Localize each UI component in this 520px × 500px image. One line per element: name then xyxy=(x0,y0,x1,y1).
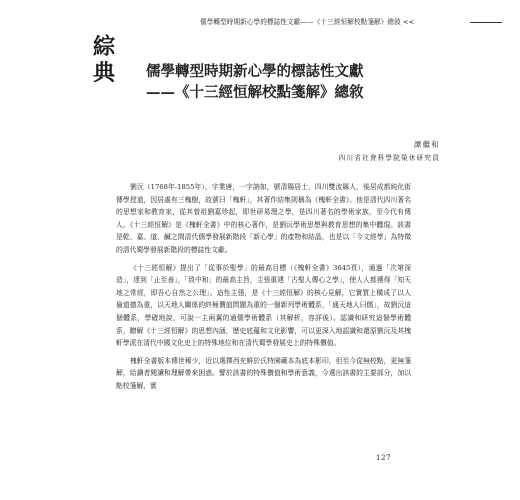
running-head-rule xyxy=(470,22,502,23)
article-body xyxy=(116,181,411,398)
seal-char-2: 典 xyxy=(93,60,116,86)
body-paragraph-3: 槐軒全書版本傳世稀少，近以選擇西充鮮於氏特園藏本為底本影印，但至今從無校點，更無箋解，給讀者閱讀和理解帶來困惑。譬於該書的特殊價值和學術意義，今選出該書的主要部分，加以點校箋解，實 xyxy=(116,356,411,390)
running-head xyxy=(200,17,500,31)
seal-char-1: 綜 xyxy=(93,34,116,60)
running-head-text: 儒學轉型時期新心學的標誌性文獻——《十三經恒解校點箋解》總敘 << xyxy=(200,18,415,26)
article-title: 儒學轉型時期新心學的標誌性文獻 xyxy=(146,63,364,80)
author-name: 譚繼和 xyxy=(413,140,440,149)
author-affiliation: 四川省社會科學院榮休研究員 xyxy=(338,154,440,162)
article-title-block xyxy=(146,62,446,103)
body-paragraph-2: 《十三經恒解》提出了「從事於聖學」的最高目標（《槐軒全書》3645頁），通過「次第深造」，達到「止至善」，「致中和」的最高主旨，主張重建「古聖人傳心之學」，使人人都獲得「知天地之常經，即吾心自然之公理」。這性主張，是《十三經恒解》的核心見解，它實質上構成了以人倫道德為重，以天地人關係的終極價值問題為重的一個新列學術體系，「通天地人曰儒」，故劉沅這個體系，學確地說，可說一主兩翼的通儒學術體系（其解析，容詳後）。認識和研究這個學術體系，瞭解《十三經恒解》的思想內涵，歷史底蘊和文化影響，可以更深入地認識和還原劉沅及其槐軒學派在清代中國文化史上的特殊地位和在清代蜀學發展史上的特殊價值。 xyxy=(116,263,411,348)
page-number: 127 xyxy=(376,454,392,462)
body-paragraph-1: 劉沅（1768年-1855年），字業唐，一字訥如，號清陽居士，四川雙流縣人，後居成都純化街傳學授道，因居處有三槐樹，故號曰「槐軒」，其著作結集則稱為《槐軒全書》。他是清代四川著名的思想家和教育家，從其曾祖劉嘉珍起，即世研易理之學，是四川著名的學術家族，至今代有傳人。《十三經恒解》是《槐軒全書》中的核心著作，是劉沅學術思想與教育思想的集中體現。該書是乾、嘉、道、鹹之間清代儒學發展新階段「新心學」的產物和結晶，也是以「今文經學」為特徵的清代蜀學發展新階段的標誌性文獻。 xyxy=(116,183,411,254)
article-subtitle: ——《十三經恒解校點箋解》總敘 xyxy=(146,84,364,101)
section-seal-mark xyxy=(93,34,133,94)
